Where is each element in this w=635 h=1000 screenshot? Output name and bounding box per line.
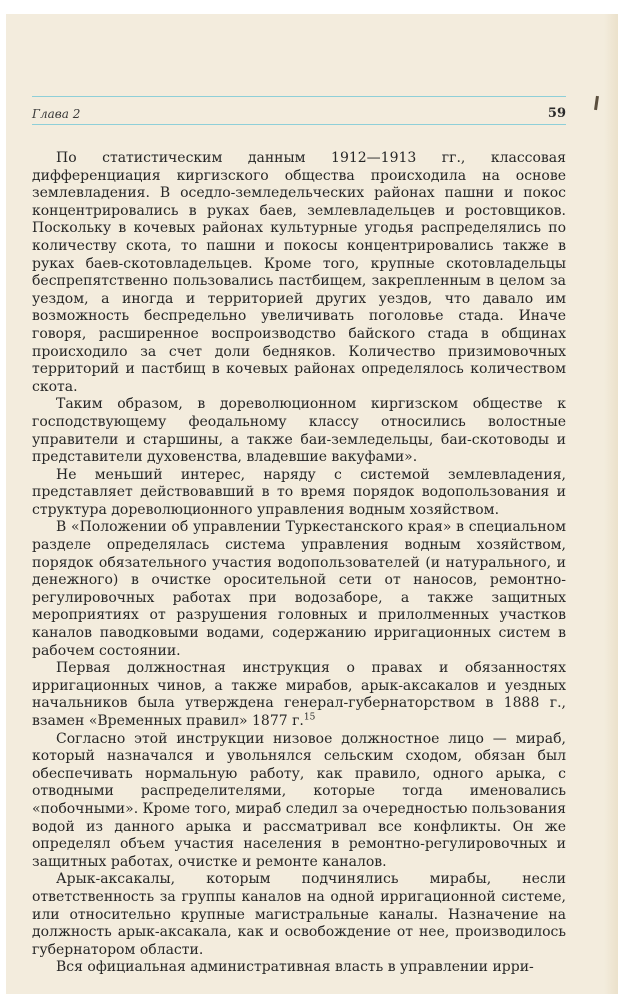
page-edge-shadow: [604, 14, 618, 994]
body-text: [32, 150, 566, 977]
paragraph-5-text: Первая должностная инструкция о правах и обязанностях ирригационных чинов, а также мирабов, арык-аксакалов и уездных начальников была утверждена генерал-губернаторством в 1888 г., взамен «Временных правил» 1877 г.: [32, 660, 566, 729]
book-page: [6, 14, 618, 994]
paragraph-2: Таким образом, в дореволюционном киргизском обществе к господствующему феодальному классу относились волостные управители и старшины, а также баи-земледельцы, баи-скотоводы и представители духовенства, владевшие вакуфами».: [32, 396, 566, 466]
paragraph-8: Вся официальная административная власть в управлении ирри-: [56, 959, 534, 976]
page-number: 59: [547, 106, 566, 121]
paragraph-3: Не меньший интерес, наряду с системой землевладения, представляет действовавший в то время порядок водопользования и структура дореволюционного управления водным хозяйством.: [32, 466, 566, 518]
paragraph-4: В «Положении об управлении Туркестанского края» в специальном разделе определялась система управления водным хозяйством, порядок обязательного участия водопользователей (и натурального, и денежного) в очистке оросительной сети от наносов, ремонтно-регулировочных работах при водозаборе, а также защитных мероприятиях от разрушения головных и прилолменных участков каналов паводковыми водами, содержанию ирригационных систем в рабочем состоянии.: [32, 519, 566, 659]
header-rule-top: [32, 96, 566, 97]
paragraph-7: Арык-аксакалы, которым подчинялись мирабы, несли ответственность за группы каналов на одной ирригационной системе, или относительно крупные магистральные каналы. Назначение на должность арык-аксакала, как и освобождение от нее, производилось губернатором области.: [32, 871, 566, 958]
running-header: [32, 96, 566, 136]
footnote-ref: 15: [303, 712, 316, 723]
header-rule-bottom: [32, 124, 566, 125]
paragraph-1: По статистическим данным 1912—1913 гг., классовая дифференциация киргизского общества происходила на основе землевладения. В оседло-земледельческих районах пашни и покос концентрировались в руках баев, землевладельцев и ростовщиков. Поскольку в кочевых районах культурные угодья распределялись по количеству скота, то пашни и покосы концентрировались также в руках баев-скотовладельцев. Кроме того, крупные скотовладельцы беспрепятственно пользовались пастбищем, закрепленным в целом за уездом, а иногда и территорией других уездов, что давало им возможность беспредельно увеличивать поголовье стада. Иначе говоря, расширенное воспроизводство байского стада в общинах происходило за счет доли бедняков. Количество призимовочных территорий и пастбищ в кочевых районах определялось количеством скота.: [32, 150, 566, 395]
chapter-title: Глава 2: [32, 107, 81, 121]
paragraph-6: Согласно этой инструкции низовое должностное лицо — мираб, который назначался и увольнялся сельским сходом, обязан был обеспечивать нормальную работу, как правило, одного арыка, с отводными распределителями, которые тогда именовались «побочными». Кроме того, мираб следил за очередностью пользования водой из данного арыка и рассматривал все конфликты. Он же определял объем участия населения в ремонтно-регулировочных и защитных работах, очистке и ремонте каналов.: [32, 730, 566, 870]
margin-mark: [594, 96, 599, 110]
paragraph-5: [32, 660, 566, 730]
